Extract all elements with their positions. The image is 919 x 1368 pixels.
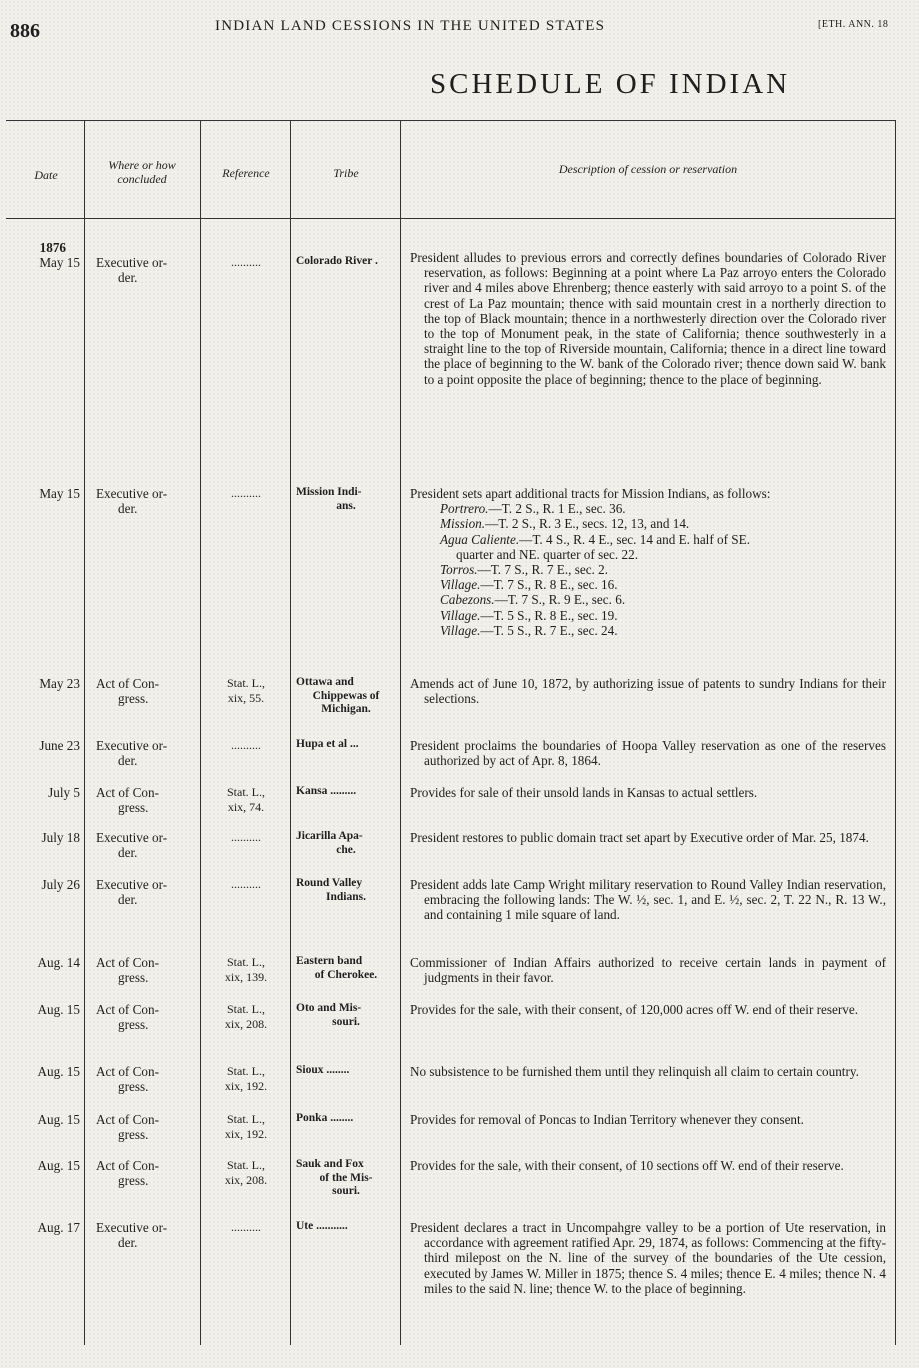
entry-tribe: Colorado River . bbox=[296, 255, 378, 267]
entry-tribe: Eastern band of Cherokee. bbox=[296, 955, 378, 981]
entry-where: Act of Con- gress. bbox=[96, 1112, 159, 1143]
header-date: Date bbox=[34, 168, 58, 182]
entry-where: Act of Con- gress. bbox=[96, 1002, 159, 1033]
entry-date: Aug. 15 bbox=[37, 1112, 80, 1127]
entry-reference: Stat. L., xix, 55. bbox=[227, 676, 265, 706]
entry-description: Commissioner of Indian Affairs authorized to receive certain lands in payment of judgments in their favor. bbox=[410, 955, 886, 986]
entry-date: Aug. 15 bbox=[37, 1064, 80, 1079]
entry-reference: Stat. L., xix, 139. bbox=[224, 955, 268, 985]
entry-date: July 18 bbox=[41, 830, 80, 845]
tract-line: Village.—T. 7 S., R. 8 E., sec. 16. bbox=[440, 577, 618, 593]
entry-reference: .......... bbox=[231, 1220, 261, 1234]
entry-description: No subsistence to be furnished them until they relinquish all claim to certain country. bbox=[410, 1064, 859, 1079]
entry-reference: .......... bbox=[231, 255, 261, 269]
entry-tribe: Round Valley Indians. bbox=[296, 877, 366, 903]
entry-tribe: Kansa ......... bbox=[296, 785, 357, 797]
entry-date: June 23 bbox=[39, 738, 80, 753]
entry-date: Aug. 14 bbox=[37, 955, 80, 970]
entry-where: Executive or- der. bbox=[96, 738, 168, 769]
entry-reference: Stat. L., xix, 74. bbox=[227, 785, 265, 815]
entry-description: Amends act of June 10, 1872, by authorizing issue of patents to sundry Indians for their selections. bbox=[410, 676, 886, 707]
column-divider-tribe bbox=[400, 120, 401, 1345]
table-top-rule bbox=[6, 120, 896, 121]
tract-line: Agua Caliente.—T. 4 S., R. 4 E., sec. 14 and E. half of SE. quarter and NE. quarter of sec. 22. bbox=[440, 531, 750, 562]
entry-description: President proclaims the boundaries of Hoopa Valley reservation as one of the reserves authorized by act of Apr. 8, 1864. bbox=[410, 738, 886, 769]
entry-tribe: Jicarilla Apa- che. bbox=[296, 830, 363, 856]
entry-date: May 15 bbox=[39, 486, 80, 501]
entry-date: Aug. 17 bbox=[37, 1220, 80, 1235]
entry-where: Act of Con- gress. bbox=[96, 1064, 159, 1095]
entry-description: President alludes to previous errors and correctly defines boundaries of Colorado River reservation, as follows: Beginning at a point where La Paz arroyo enters the Colorado river and 4 miles above Ehrenberg; thence easterly with said arroyo to a point S. of the crest of La Paz mountain; thence with said mountain crest in a northerly direction to the top of Black mountain; thence in a northwesterly direction over the Colorado river to the top of Monument peak, in the state of California; thence southwesterly in a straight line to the top of Riverside mountain, California; thence in a direct line toward the place of beginning to the W. bank of the Colorado river; thence down said W. bank to a point opposite the place of beginning; thence to the place of beginning. bbox=[410, 250, 886, 387]
entry-tribe: Sioux ........ bbox=[296, 1064, 350, 1076]
tract-line: Portrero.—T. 2 S., R. 1 E., sec. 36. bbox=[440, 501, 626, 517]
entry-tribe: Ponka ........ bbox=[296, 1112, 354, 1124]
entry-date: Aug. 15 bbox=[37, 1002, 80, 1017]
entry-where: Executive or- der. bbox=[96, 255, 168, 286]
entry-reference: .......... bbox=[231, 486, 261, 500]
column-divider-date bbox=[84, 120, 85, 1345]
entry-tribe: Sauk and Fox of the Mis- souri. bbox=[296, 1158, 373, 1197]
entry-reference: Stat. L., xix, 192. bbox=[224, 1064, 268, 1094]
entry-tribe: Mission Indi- ans. bbox=[296, 486, 362, 512]
entry-where: Executive or- der. bbox=[96, 486, 168, 517]
entry-where: Act of Con- gress. bbox=[96, 955, 159, 986]
entry-date: July 5 bbox=[48, 785, 80, 800]
entry-tribe: Ottawa and Chippewas of Michigan. bbox=[296, 676, 380, 715]
page-number: 886 bbox=[10, 20, 40, 42]
table-right-rule bbox=[895, 120, 896, 1345]
header-bottom-rule bbox=[6, 218, 896, 219]
header-reference: Reference bbox=[222, 166, 270, 180]
entry-reference: Stat. L., xix, 208. bbox=[224, 1158, 268, 1188]
entry-where: Act of Con- gress. bbox=[96, 1158, 159, 1189]
entry-where: Act of Con- gress. bbox=[96, 676, 159, 707]
entry-where: Executive or- der. bbox=[96, 877, 168, 908]
entry-tribe: Hupa et al ... bbox=[296, 738, 359, 750]
running-bracket: [ETH. ANN. 18 bbox=[818, 19, 889, 30]
entry-where: Executive or- der. bbox=[96, 1220, 168, 1251]
header-where: Where or how concluded bbox=[108, 158, 176, 186]
schedule-title: SCHEDULE OF INDIAN bbox=[430, 68, 791, 100]
entry-reference: Stat. L., xix, 192. bbox=[224, 1112, 268, 1142]
column-divider-where bbox=[200, 120, 201, 1345]
entry-description: President declares a tract in Uncompahgre valley to be a portion of Ute reservation, in accordance with agreement ratified Apr. 29, 1874, as follows: Commencing at the fifty-third milepost on the N. line of the survey of the boundaries of the Ute cession, executed by James W. Miller in 1875; thence S. 4 miles; thence E. 4 miles; thence N. 4 miles to the said N. line; thence W. to the place of beginning. bbox=[410, 1220, 886, 1296]
entry-year: 1876 bbox=[39, 240, 66, 255]
entry-reference: .......... bbox=[231, 830, 261, 844]
entry-tribe: Ute ........... bbox=[296, 1220, 348, 1232]
entry-where: Executive or- der. bbox=[96, 830, 168, 861]
entry-date: 1876 May 15 bbox=[4, 240, 80, 270]
entry-date: May 23 bbox=[39, 676, 80, 691]
entry-description: President adds late Camp Wright military reservation to Round Valley Indian reservation, embracing the following lands: The W. ½, sec. 1, and E. ½, sec. 2, T. 22 N., R. 13 W., and containing 1 mile square of land. bbox=[410, 877, 886, 923]
entry-description: Provides for removal of Poncas to Indian Territory whenever they consent. bbox=[410, 1112, 804, 1127]
header-tribe: Tribe bbox=[333, 166, 359, 180]
header-description: Description of cession or reservation bbox=[558, 162, 738, 176]
entry-reference: Stat. L., xix, 208. bbox=[224, 1002, 268, 1032]
entry-description: President restores to public domain tract set apart by Executive order of Mar. 25, 1874. bbox=[410, 830, 869, 845]
column-divider-reference bbox=[290, 120, 291, 1345]
entry-description: Provides for the sale, with their consent, of 120,000 acres off W. end of their reserve. bbox=[410, 1002, 859, 1017]
entry-date: July 26 bbox=[41, 877, 80, 892]
entry-tribe: Oto and Mis- souri. bbox=[296, 1002, 362, 1028]
entry-where: Act of Con- gress. bbox=[96, 785, 159, 816]
entry-description: President sets apart additional tracts for Mission Indians, as follows: Portrero.—T. 2 S., R. 1 E., sec. 36. Mission.—T. 2 S., R. 3 E., secs. 12, 13, and 14. Agua Caliente.—T. 4 S., R. 4 E., sec. 14 and E. half of SE. quarter and NE. quarter of sec. 22. Torros.—T. 7 S., R. 7 E., sec. 2. Village.—T. 7 S., R. 8 E., sec. 16. Cabezons.—T. 7 S., R. 9 E., sec. 6. Village.—T. 5 S., R. 8 E., sec. 19. Village.—T. 5 S., R. 7 E., sec. 24. bbox=[410, 486, 886, 638]
entry-reference: .......... bbox=[231, 738, 261, 752]
tract-line: Village.—T. 5 S., R. 8 E., sec. 19. bbox=[440, 607, 618, 623]
entry-description: Provides for the sale, with their consent, of 10 sections off W. end of their reserve. bbox=[410, 1158, 844, 1173]
entry-description: Provides for sale of their unsold lands in Kansas to actual settlers. bbox=[410, 785, 758, 800]
tract-line: Torros.—T. 7 S., R. 7 E., sec. 2. bbox=[440, 562, 609, 578]
tract-line: Village.—T. 5 S., R. 7 E., sec. 24. bbox=[440, 622, 618, 638]
entry-reference: .......... bbox=[231, 877, 261, 891]
entry-date: Aug. 15 bbox=[37, 1158, 80, 1173]
running-head: INDIAN LAND CESSIONS IN THE UNITED STATES bbox=[215, 18, 606, 34]
tract-line: Cabezons.—T. 7 S., R. 9 E., sec. 6. bbox=[440, 592, 626, 608]
tract-line: Mission.—T. 2 S., R. 3 E., secs. 12, 13, and 14. bbox=[440, 516, 690, 532]
